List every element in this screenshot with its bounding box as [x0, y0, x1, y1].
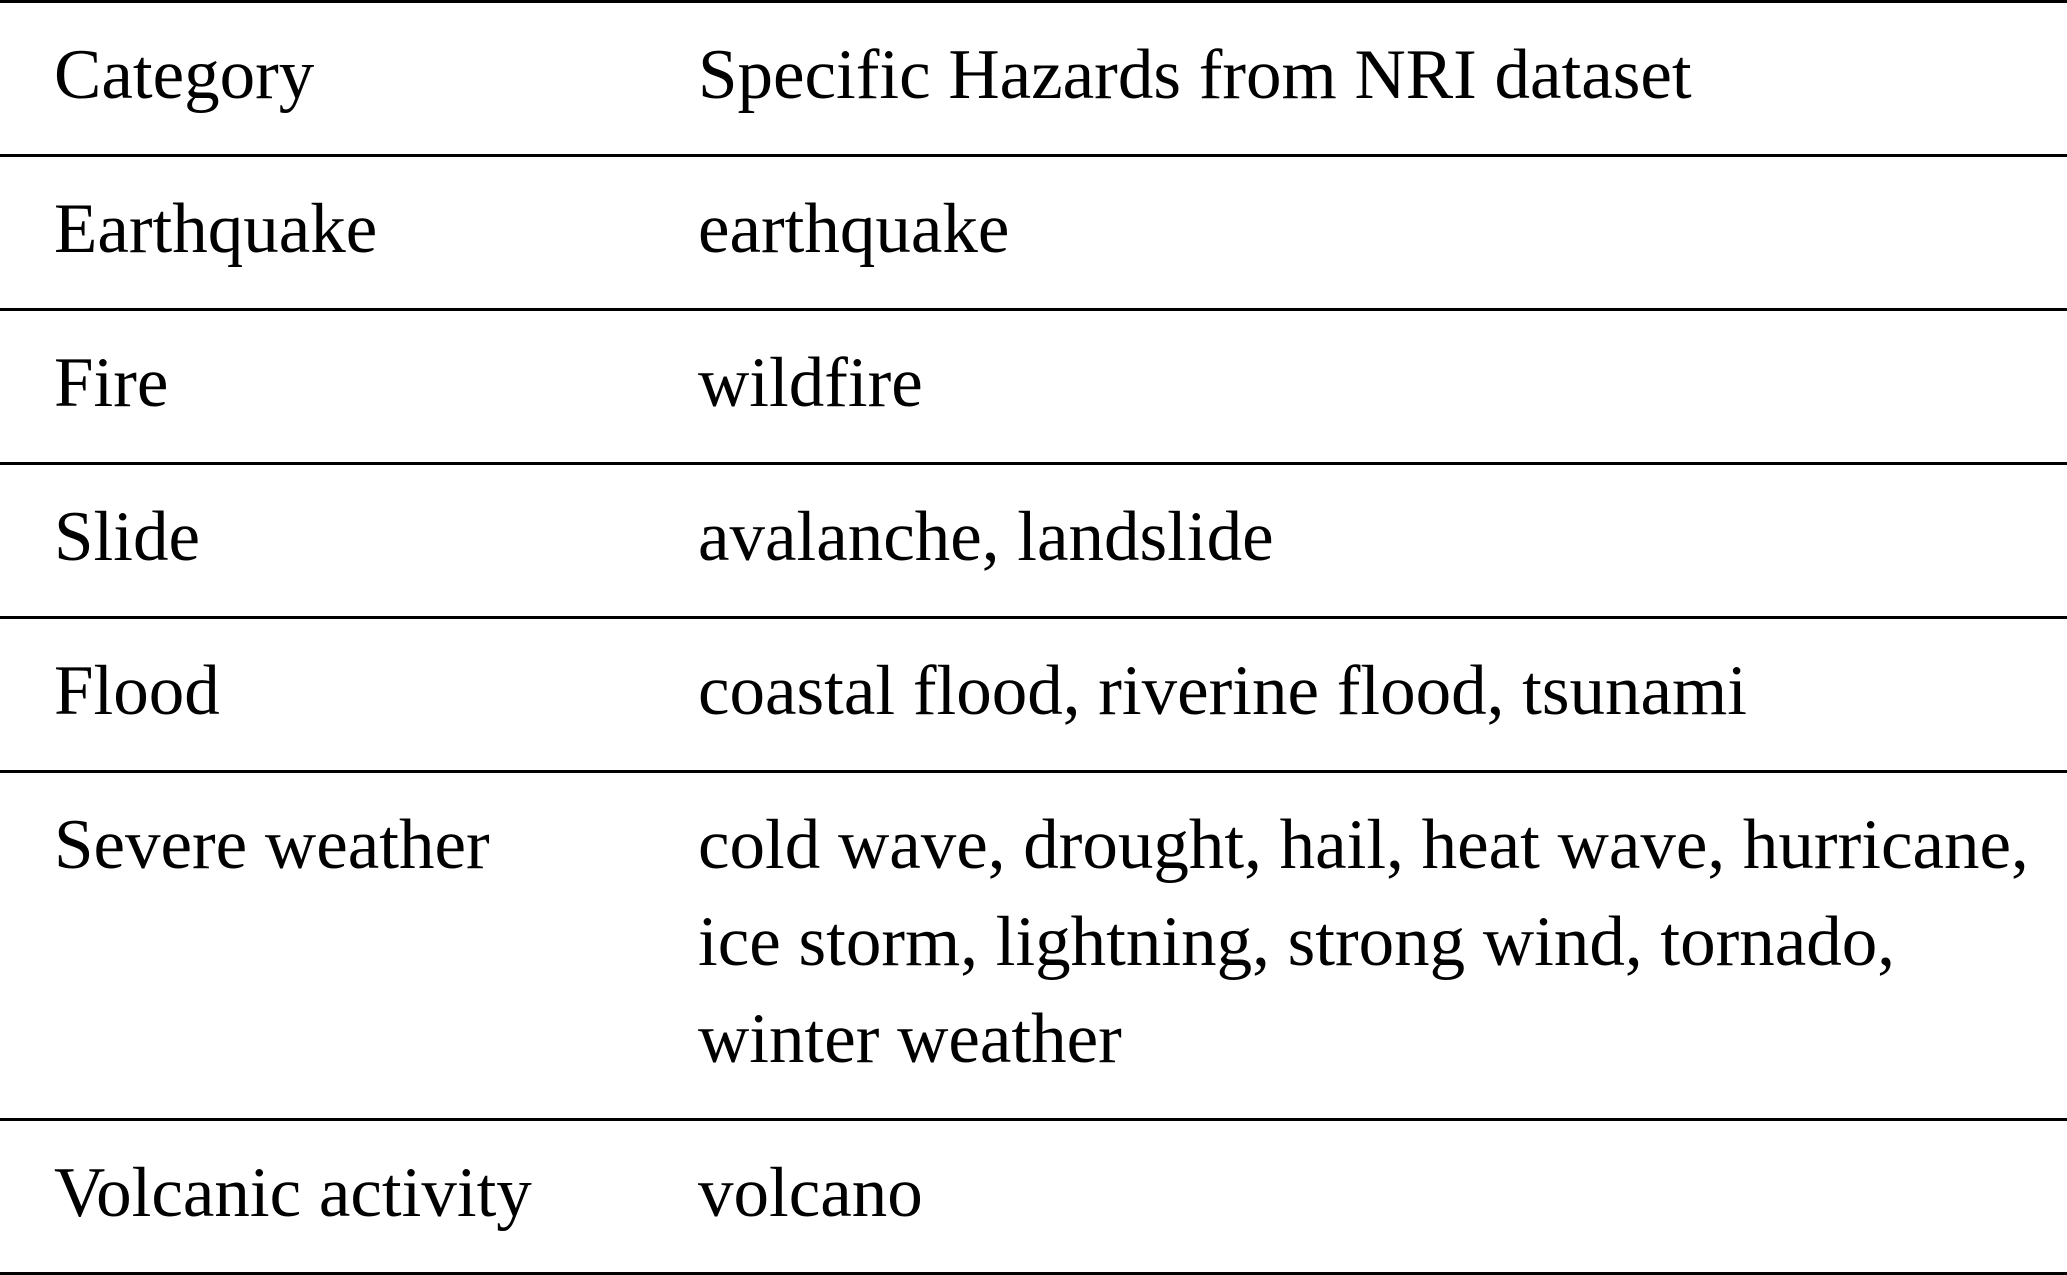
category-cell: Volcanic activity — [0, 1120, 644, 1274]
table-row — [0, 156, 2067, 310]
header-cell-category — [0, 2, 644, 156]
header-cell-hazards — [644, 2, 2067, 156]
category-cell: Earthquake — [0, 156, 644, 310]
table-header-row — [0, 2, 2067, 156]
category-cell: Fire — [0, 310, 644, 464]
table-row — [0, 618, 2067, 772]
header-label: Category — [54, 36, 315, 114]
hazards-cell: cold wave, drought, hail, heat wave, hurricane, ice storm, lightning, strong wind, tornado, winter weather — [644, 772, 2067, 1120]
category-cell: Flood — [0, 618, 644, 772]
table-row — [0, 464, 2067, 618]
hazards-cell: coastal flood, riverine flood, tsunami — [644, 618, 2067, 772]
category-cell: Slide — [0, 464, 644, 618]
hazards-cell: wildfire — [644, 310, 2067, 464]
table-row — [0, 772, 2067, 1120]
header-label: Specific Hazards from NRI dataset — [698, 36, 1692, 114]
hazards-cell: avalanche, landslide — [644, 464, 2067, 618]
category-cell: Severe weather — [0, 772, 644, 1120]
table-row — [0, 1120, 2067, 1274]
hazards-cell: volcano — [644, 1120, 2067, 1274]
table-row — [0, 310, 2067, 464]
hazards-cell: earthquake — [644, 156, 2067, 310]
